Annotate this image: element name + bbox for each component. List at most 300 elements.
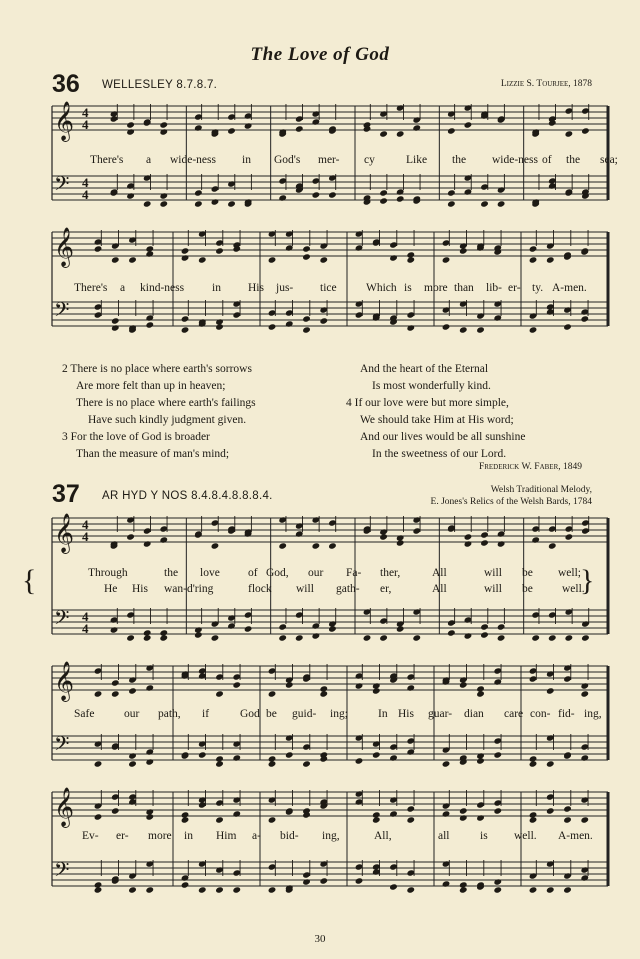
stanza-4-line-3: And our lives would be all sunshine [360, 431, 526, 443]
note-head [563, 805, 572, 812]
lyric-syllable: guid- [292, 708, 317, 720]
note-head [529, 326, 538, 333]
note-head [319, 256, 328, 263]
hymn-36-author: Frederick W. Faber, 1849 [478, 462, 582, 472]
note-head [278, 623, 287, 630]
note-head [215, 323, 224, 330]
note-head [396, 539, 405, 546]
hymn-number: 37 [52, 480, 80, 508]
bass-clef-icon: 𝄢 [54, 606, 70, 634]
lyric-syllable: well. [514, 830, 537, 842]
lyric-syllable: Him [216, 830, 237, 842]
lyric-syllable: ing, [584, 708, 602, 720]
note-head [355, 757, 364, 764]
note-head [312, 542, 321, 549]
note-head [447, 200, 456, 207]
note-head [372, 687, 381, 694]
note-head [546, 256, 555, 263]
stanza-2-line-4: Have such kindly judgment given. [88, 414, 247, 426]
note-head [278, 634, 287, 641]
note-head [464, 632, 473, 639]
lyric-syllable: be [522, 567, 533, 579]
note-head [497, 200, 506, 207]
note-head [580, 690, 589, 697]
hymn-36-header [52, 70, 592, 100]
note-head [111, 256, 120, 263]
note-head [194, 124, 203, 131]
note-head [94, 245, 103, 252]
lyric-syllable: ther, [380, 567, 401, 579]
note-head [215, 886, 224, 893]
note-head [529, 886, 538, 893]
source-credit-2: E. Jones's Relics of the Welsh Bards, 1784 [430, 497, 592, 507]
lyric-syllable: ing; [330, 708, 348, 720]
lyric-syllable: In [378, 708, 388, 720]
note-head [493, 807, 502, 814]
note-head [529, 256, 538, 263]
note-head [302, 760, 311, 767]
note-head [379, 189, 388, 196]
note-head [389, 754, 398, 761]
note-head [447, 189, 456, 196]
note-head [412, 634, 421, 641]
note-head [268, 760, 277, 767]
note-head [476, 326, 485, 333]
note-head [181, 881, 190, 888]
lyric-syllable: the [566, 154, 581, 166]
note-head [563, 816, 572, 823]
note-head [493, 751, 502, 758]
treble-clef-icon: 𝄞 [54, 661, 75, 701]
lyric-syllable: tice [320, 282, 337, 294]
note-head [546, 760, 555, 767]
lyric-syllable: wide-ness [492, 154, 538, 166]
lyric-syllable: God's [274, 154, 301, 166]
note-head [363, 634, 372, 641]
note-head [459, 807, 468, 814]
note-head [355, 877, 364, 884]
lyric-syllable: All, [374, 830, 392, 842]
note-head [580, 315, 589, 322]
note-head [215, 816, 224, 823]
note-head [295, 125, 304, 132]
note-head [126, 128, 135, 135]
note-head [159, 121, 168, 128]
note-head [379, 130, 388, 137]
note-head [159, 634, 168, 641]
lyric-syllable: cy [364, 154, 375, 166]
note-head [447, 629, 456, 636]
note-head [143, 634, 152, 641]
lyric-syllable: will [296, 583, 314, 595]
note-head [145, 886, 154, 893]
note-head [389, 883, 398, 890]
lyric-syllable: care [504, 708, 524, 720]
note-head [328, 542, 337, 549]
lyric-syllable: ty. [532, 282, 544, 294]
lyric-syllable: fid- [558, 708, 575, 720]
note-head [563, 886, 572, 893]
time-signature: 4 [82, 117, 89, 132]
stanza-4-line-1: 4 If our love were but more simple, [346, 397, 509, 409]
treble-clef-icon: 𝄞 [54, 787, 75, 827]
note-head [111, 317, 120, 324]
lyric-syllable: dian [464, 708, 484, 720]
note-head [493, 886, 502, 893]
note-head [278, 542, 287, 549]
lyric-syllable: guar- [428, 708, 453, 720]
note-head [302, 253, 311, 260]
lyric-syllable: Through [88, 567, 128, 579]
note-head [145, 758, 154, 765]
lyric-syllable: a [120, 282, 126, 294]
note-head [126, 192, 135, 199]
note-head [302, 315, 311, 322]
treble-clef-icon: 𝄞 [54, 227, 75, 267]
note-head [531, 634, 540, 641]
lyric-syllable: a- [252, 830, 261, 842]
lyric-syllable: be [522, 583, 533, 595]
note-head [128, 256, 137, 263]
note-head [194, 631, 203, 638]
lyric-syllable: is [404, 282, 412, 294]
note-head [211, 542, 220, 549]
note-head [227, 127, 236, 134]
stanza-2-line-2: Are more felt than up in heaven; [76, 380, 226, 392]
stanza-2-line-1: 2 There is no place where earth's sorrows [62, 363, 252, 375]
tune-name: WELLESLEY 8.7.8.7. [102, 79, 218, 91]
note-head [194, 200, 203, 207]
note-head [480, 631, 489, 638]
stanza-column-left [62, 361, 256, 463]
note-head [94, 760, 103, 767]
note-head [145, 250, 154, 257]
note-head [396, 625, 405, 632]
note-head [194, 189, 203, 196]
hymn-37-header [52, 480, 592, 510]
lyric-syllable: more [148, 830, 172, 842]
lyric-syllable: well; [558, 567, 581, 579]
lyric-syllable: er, [380, 583, 392, 595]
lyric-syllable: er- [116, 830, 129, 842]
note-head [355, 682, 364, 689]
note-head [464, 540, 473, 547]
lyric-syllable: Ev- [82, 830, 99, 842]
time-signature: 4 [82, 529, 89, 544]
note-head [406, 805, 415, 812]
tune-name: AR HYD Y NOS 8.4.8.4.8.8.8.4. [102, 490, 273, 502]
note-head [94, 690, 103, 697]
note-head [389, 810, 398, 817]
note-head [211, 634, 220, 641]
lyric-syllable: our [308, 567, 324, 579]
bass-clef-icon: 𝄢 [54, 298, 70, 326]
lyric-syllable: than [454, 282, 474, 294]
note-head [459, 886, 468, 893]
note-head [328, 191, 337, 198]
note-head [447, 127, 456, 134]
note-head [198, 886, 207, 893]
lyric-syllable: A-men. [552, 282, 587, 294]
note-head [565, 533, 574, 540]
lyric-syllable: kind-ness [140, 282, 185, 294]
note-head [232, 886, 241, 893]
note-head [159, 536, 168, 543]
note-head [181, 247, 190, 254]
note-head [111, 807, 120, 814]
note-head [581, 127, 590, 134]
note-head [181, 326, 190, 333]
note-head [128, 886, 137, 893]
lyric-syllable: con- [530, 708, 551, 720]
stanza-3-line-1: 3 For the love of God is broader [62, 431, 210, 443]
note-head [497, 634, 506, 641]
composer-credit: Lizzie S. Tourjee, 1878 [500, 79, 592, 89]
lyric-syllable: sea; [600, 154, 618, 166]
note-head [480, 200, 489, 207]
lyric-syllable: bid- [280, 830, 299, 842]
note-head [406, 886, 415, 893]
lyric-syllable: His [398, 708, 414, 720]
note-head [529, 245, 538, 252]
note-head [111, 690, 120, 697]
note-head [94, 813, 103, 820]
note-head [546, 886, 555, 893]
note-head [580, 682, 589, 689]
note-head [406, 324, 415, 331]
note-head [442, 810, 451, 817]
note-head [302, 878, 311, 885]
lyric-syllable: of [542, 154, 552, 166]
bass-clef-icon: 𝄢 [54, 172, 70, 200]
note-head [319, 317, 328, 324]
note-head [546, 807, 555, 814]
lyric-syllable: love [200, 567, 220, 579]
page-number: 30 [314, 933, 326, 945]
verse-brace-right: } [580, 564, 595, 597]
lyric-syllable: er- [508, 282, 521, 294]
stanza-column-right [346, 361, 525, 463]
note-head [198, 256, 207, 263]
lyric-syllable: ing, [322, 830, 340, 842]
note-head [198, 751, 207, 758]
note-head [232, 810, 241, 817]
note-head [302, 326, 311, 333]
note-head [563, 323, 572, 330]
lyric-syllable: more [424, 282, 448, 294]
time-signature: 4 [82, 187, 89, 202]
note-head [145, 813, 154, 820]
note-head [211, 198, 220, 205]
lyric-syllable: He [104, 583, 118, 595]
note-head [442, 880, 451, 887]
stanza-4-line-4: In the sweetness of our Lord. [372, 448, 507, 460]
note-head [302, 245, 311, 252]
lyric-syllable: path, [158, 708, 181, 720]
note-head [493, 878, 502, 885]
note-head [480, 623, 489, 630]
lyric-syllable: Which [366, 282, 397, 294]
lyric-syllable: lib- [486, 282, 502, 294]
note-head [396, 130, 405, 137]
note-head [232, 681, 241, 688]
note-head [546, 687, 555, 694]
note-head [111, 324, 120, 331]
lyric-syllable: God [240, 708, 260, 720]
note-head [268, 323, 277, 330]
note-head [278, 194, 287, 201]
note-head [372, 751, 381, 758]
lyric-syllable: Safe [74, 708, 95, 720]
note-head [565, 634, 574, 641]
lyric-syllable: There's [90, 154, 124, 166]
bass-clef-icon: 𝄢 [54, 732, 70, 760]
lyric-syllable: well. [562, 583, 585, 595]
lyric-syllable: all [438, 830, 450, 842]
note-head [442, 760, 451, 767]
note-head [215, 247, 224, 254]
note-head [94, 886, 103, 893]
treble-clef-icon: 𝄞 [54, 101, 75, 141]
lyric-syllable: gath- [336, 583, 360, 595]
note-head [181, 816, 190, 823]
note-head [159, 192, 168, 199]
lyric-syllable: in [184, 830, 193, 842]
note-head [215, 760, 224, 767]
note-head [529, 816, 538, 823]
lyric-syllable: if [202, 708, 210, 720]
note-head [312, 191, 321, 198]
note-head [319, 690, 328, 697]
lyric-syllable: our [124, 708, 140, 720]
hymn-37-system-1 [50, 510, 610, 652]
lyric-syllable: Like [406, 154, 428, 166]
lyric-syllable: be [266, 708, 277, 720]
note-head [480, 531, 489, 538]
note-head [145, 684, 154, 691]
note-head [128, 752, 137, 759]
note-head [548, 542, 557, 549]
lyric-syllable: is [480, 830, 488, 842]
time-signature: 4 [82, 609, 89, 624]
lyric-syllable: in [212, 282, 221, 294]
note-head [442, 256, 451, 263]
note-head [285, 320, 294, 327]
verse-brace-left: { [22, 564, 37, 597]
note-head [111, 679, 120, 686]
time-signature: 4 [82, 517, 89, 532]
note-head [464, 121, 473, 128]
bass-clef-icon: 𝄢 [54, 858, 70, 886]
note-head [268, 256, 277, 263]
note-head [396, 195, 405, 202]
note-head [459, 247, 468, 254]
stanza-2-line-3: There is no place where earth's failings [76, 397, 256, 409]
note-head [268, 886, 277, 893]
stanza-3-line-2: Than the measure of man's mind; [76, 448, 230, 460]
lyric-syllable: wan-d'ring [164, 583, 214, 595]
note-head [412, 124, 421, 131]
note-head [379, 197, 388, 204]
note-head [581, 634, 590, 641]
lyric-syllable: the [164, 567, 179, 579]
note-head [268, 690, 277, 697]
note-head [379, 533, 388, 540]
hymn-37-system-3 [50, 784, 610, 908]
note-head [389, 254, 398, 261]
note-head [480, 539, 489, 546]
note-head [159, 200, 168, 207]
note-head [319, 877, 328, 884]
note-head [459, 814, 468, 821]
note-head [128, 760, 137, 767]
note-head [285, 751, 294, 758]
lyric-syllable: the [452, 154, 467, 166]
note-head [379, 634, 388, 641]
lyric-syllable: Fa- [346, 567, 362, 579]
note-head [181, 254, 190, 261]
note-head [442, 323, 451, 330]
hymn-number: 36 [52, 70, 80, 98]
treble-clef-icon: 𝄞 [54, 513, 75, 553]
note-head [244, 625, 253, 632]
lyric-syllable: will [484, 583, 502, 595]
note-head [497, 623, 506, 630]
lyric-syllable: a [146, 154, 152, 166]
note-head [565, 130, 574, 137]
note-head [126, 533, 135, 540]
section-title: The Love of God [250, 44, 390, 65]
note-head [128, 687, 137, 694]
note-head [244, 122, 253, 129]
note-head [232, 754, 241, 761]
note-head [143, 200, 152, 207]
stanza-3-line-4: Is most wonderfully kind. [372, 380, 491, 392]
lyric-syllable: All [432, 583, 447, 595]
note-head [312, 632, 321, 639]
lyric-syllable: flock [248, 583, 272, 595]
note-head [295, 634, 304, 641]
note-head [548, 634, 557, 641]
stanza-4-line-2: We should take Him at His word; [360, 414, 514, 426]
note-head [476, 814, 485, 821]
time-signature: 4 [82, 621, 89, 636]
lyric-syllable: There's [74, 282, 108, 294]
note-head [285, 681, 294, 688]
lyric-syllable: God, [266, 567, 289, 579]
note-head [126, 634, 135, 641]
lyric-syllable: wide-ness [170, 154, 216, 166]
note-head [143, 540, 152, 547]
note-head [126, 121, 135, 128]
lyric-syllable: of [248, 567, 258, 579]
lyric-syllable: His [248, 282, 264, 294]
note-head [580, 816, 589, 823]
lyric-syllable: His [132, 583, 148, 595]
stanza-3-line-3: And the heart of the Eternal [360, 363, 489, 375]
lyric-syllable: A-men. [558, 830, 593, 842]
note-head [476, 690, 485, 697]
note-head [464, 533, 473, 540]
note-head [459, 681, 468, 688]
note-head [372, 816, 381, 823]
note-head [406, 816, 415, 823]
note-head [406, 684, 415, 691]
note-head [459, 326, 468, 333]
note-head [476, 757, 485, 764]
note-head [145, 321, 154, 328]
note-head [529, 760, 538, 767]
